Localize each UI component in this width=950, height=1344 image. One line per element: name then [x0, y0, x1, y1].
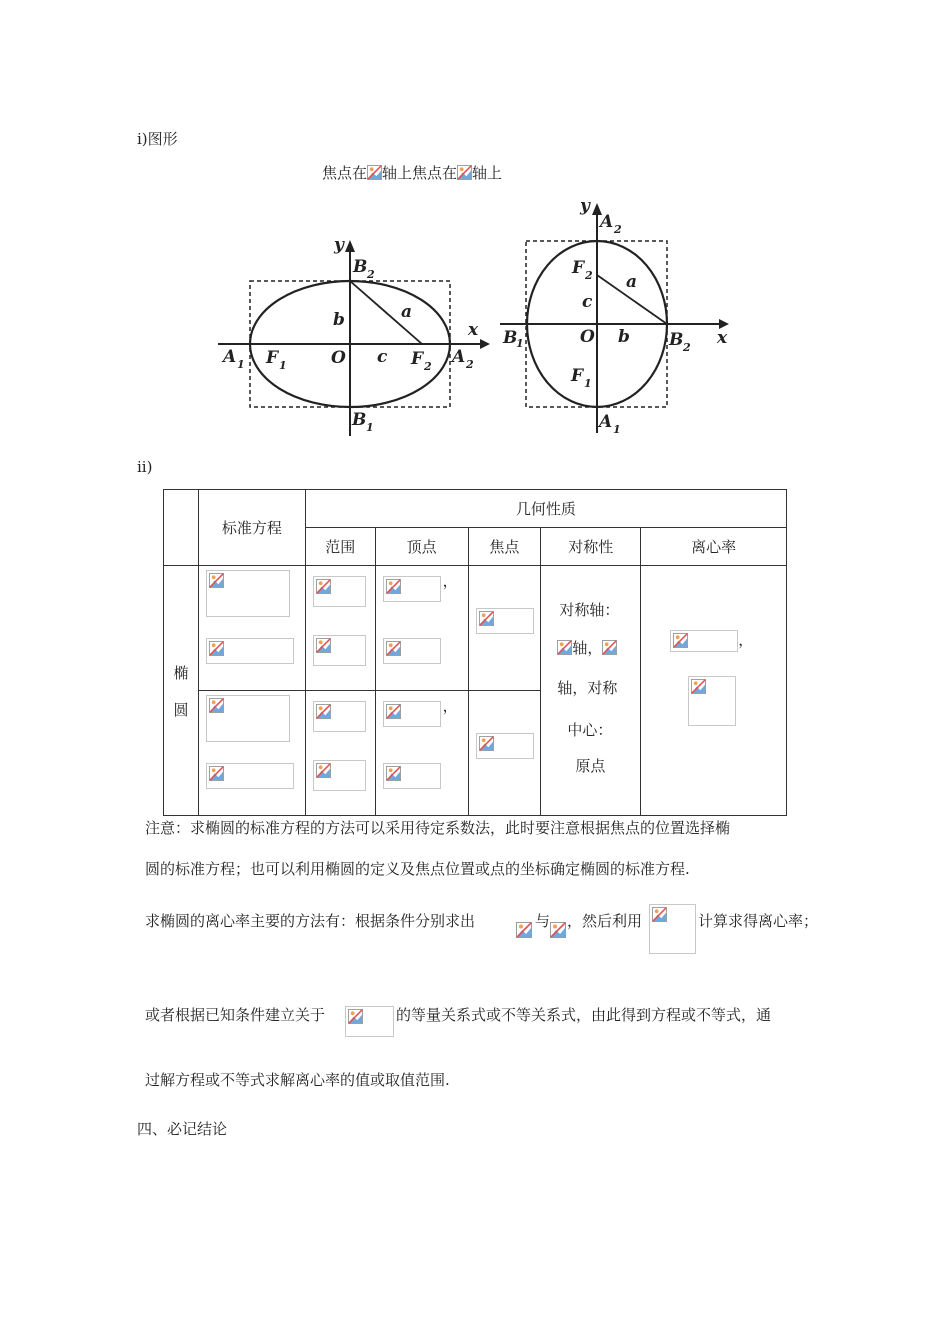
- std-eq-cell-y: [198, 691, 305, 816]
- row-label-char-2: 圆: [173, 700, 189, 719]
- broken-image-icon: [479, 611, 494, 626]
- ellipse-y-axis-figure: [495, 195, 740, 440]
- label-A2: A: [452, 347, 466, 367]
- section-iv-heading: 四、必记结论: [137, 1120, 228, 1138]
- label-b: b: [618, 327, 630, 347]
- equation-image: [206, 570, 290, 617]
- y-axis-arrow: [345, 240, 355, 252]
- range-y-image: [313, 760, 366, 791]
- broken-image-icon: [316, 579, 331, 594]
- section-i-heading: i)图形: [137, 130, 178, 148]
- broken-image-icon: [691, 679, 706, 694]
- label-A1: A: [599, 412, 613, 432]
- label-O: O: [580, 327, 595, 347]
- vertex-comma: ，: [442, 697, 458, 715]
- focus-cell-y: [468, 691, 541, 816]
- label-x: x: [468, 320, 479, 340]
- note-line-4a: 或者根据已知条件建立关于: [145, 1006, 326, 1024]
- caption-part1: 焦点在: [322, 164, 368, 182]
- header-vertex: 顶点: [375, 528, 468, 566]
- vertex-a-image: [383, 701, 441, 727]
- broken-image-icon: [209, 698, 224, 713]
- label-A1-sub: 1: [237, 358, 245, 371]
- symmetry-axes: [557, 637, 617, 658]
- label-b: b: [333, 310, 345, 330]
- header-symmetry: 对称性: [541, 528, 641, 566]
- vertex-cell-x: [375, 566, 468, 691]
- eccentricity-cell: [641, 566, 787, 816]
- broken-image-icon: [386, 579, 401, 594]
- broken-image-icon: [348, 1009, 363, 1024]
- range-x-image: [313, 576, 366, 607]
- label-F1: F: [571, 366, 584, 386]
- header-range: 范围: [305, 528, 375, 566]
- label-c: c: [582, 292, 593, 312]
- condition-image: [206, 763, 294, 789]
- ellipse-x-axis-figure: [210, 236, 500, 436]
- symmetry-line2: 轴，对称: [557, 678, 618, 697]
- focus-cell-x: [468, 566, 541, 691]
- row-label-char-1: 椭: [173, 663, 189, 682]
- label-x: x: [717, 328, 728, 348]
- range-x-image: [313, 701, 366, 732]
- broken-image-icon: [209, 766, 224, 781]
- note-line-5: 过解方程或不等式求解离心率的值或取值范围.: [145, 1071, 450, 1089]
- broken-image-icon: [386, 704, 401, 719]
- label-F1-sub: 1: [279, 359, 287, 372]
- eccentricity-range-image: [688, 676, 736, 726]
- label-y: y: [334, 236, 344, 255]
- header-geometric-properties: 几何性质: [305, 490, 786, 528]
- ellipse-properties-table: [163, 489, 787, 816]
- eccentricity-formula-image: [649, 904, 696, 954]
- label-B1-sub: 1: [366, 421, 374, 434]
- label-y: y: [580, 196, 590, 216]
- label-A2-sub: 2: [466, 358, 474, 371]
- symmetry-axis-label: 对称轴：: [559, 600, 620, 619]
- broken-image-icon: [209, 641, 224, 656]
- broken-image-icon: [516, 922, 532, 938]
- broken-image-icon: [316, 763, 331, 778]
- condition-image: [206, 638, 294, 664]
- eccentricity-comma: ，: [738, 630, 754, 649]
- range-y-image: [313, 635, 366, 666]
- label-A2-sub: 2: [614, 223, 622, 236]
- label-a: a: [626, 272, 638, 292]
- broken-image-icon: [457, 165, 472, 180]
- figure-caption: [322, 162, 502, 183]
- broken-image-icon: [550, 922, 566, 938]
- label-A1: A: [223, 347, 237, 367]
- label-a: a: [401, 302, 413, 322]
- range-cell-y: [305, 691, 375, 816]
- label-B2: B: [353, 257, 368, 277]
- note-line-3d: 计算求得离心率；: [698, 912, 819, 930]
- label-F1: F: [266, 348, 279, 368]
- section-ii-heading: ii): [137, 458, 153, 476]
- label-F2-sub: 2: [424, 360, 432, 373]
- caption-part3: 轴上: [472, 164, 503, 182]
- label-B2-sub: 2: [367, 268, 375, 281]
- vertex-cell-y: [375, 691, 468, 816]
- broken-image-icon: [386, 641, 401, 656]
- caption-part2: 轴上焦点在: [382, 164, 458, 182]
- label-B1: B: [352, 410, 367, 430]
- broken-image-icon: [602, 640, 617, 655]
- focus-image: [476, 608, 534, 634]
- header-focus: 焦点: [468, 528, 541, 566]
- note-line-3a: 求椭圆的离心率主要的方法有：根据条件分别求出: [145, 912, 476, 930]
- label-A2: A: [600, 212, 614, 232]
- broken-image-icon: [209, 573, 224, 588]
- note-line-3c: ，然后利用: [567, 912, 643, 930]
- row-label-ellipse: [164, 566, 199, 816]
- broken-image-icon: [652, 907, 667, 922]
- corner-cell: [164, 490, 199, 566]
- label-F1-sub: 1: [584, 377, 592, 390]
- note-line-4b: 的等量关系式或不等关系式，由此得到方程或不等式，通: [396, 1006, 772, 1024]
- label-B1-sub: 1: [516, 337, 524, 350]
- broken-image-icon: [386, 766, 401, 781]
- focus-image: [476, 733, 534, 759]
- label-c: c: [377, 347, 388, 367]
- symmetry-center-label: 中心：: [567, 720, 613, 739]
- note-line-3b: 与: [535, 912, 551, 930]
- equation-image: [206, 695, 290, 742]
- vertex-b-image: [383, 638, 441, 664]
- broken-image-icon: [316, 704, 331, 719]
- symmetry-center-value: 原点: [575, 756, 606, 775]
- symmetry-axis1-suffix: 轴，: [572, 638, 603, 657]
- header-standard-equation: 标准方程: [198, 490, 305, 566]
- label-B1: B: [503, 328, 518, 348]
- broken-image-icon: [479, 736, 494, 751]
- broken-image-icon: [367, 165, 382, 180]
- x-axis-arrow: [480, 339, 490, 349]
- broken-image-icon: [316, 638, 331, 653]
- label-A1-sub: 1: [613, 423, 621, 436]
- abc-image: [345, 1006, 394, 1037]
- vertex-comma: ，: [442, 572, 458, 590]
- label-F2: F: [572, 258, 585, 278]
- label-B2: B: [669, 330, 684, 350]
- label-O: O: [331, 348, 346, 368]
- symmetry-cell: [541, 566, 641, 816]
- label-F2: F: [411, 349, 424, 369]
- label-F2-sub: 2: [585, 269, 593, 282]
- note-line-1: 注意：求椭圆的标准方程的方法可以采用待定系数法，此时要注意根据焦点的位置选择椭: [145, 819, 731, 837]
- header-eccentricity: 离心率: [641, 528, 787, 566]
- eccentricity-formula-image: [670, 630, 738, 652]
- std-eq-cell-x: [198, 566, 305, 691]
- label-B2-sub: 2: [683, 341, 691, 354]
- vertex-a-image: [383, 576, 441, 602]
- note-line-2: 圆的标准方程；也可以利用椭圆的定义及焦点位置或点的坐标确定椭圆的标准方程.: [145, 860, 690, 878]
- broken-image-icon: [557, 640, 572, 655]
- range-cell-x: [305, 566, 375, 691]
- vertex-b-image: [383, 763, 441, 789]
- broken-image-icon: [673, 633, 688, 648]
